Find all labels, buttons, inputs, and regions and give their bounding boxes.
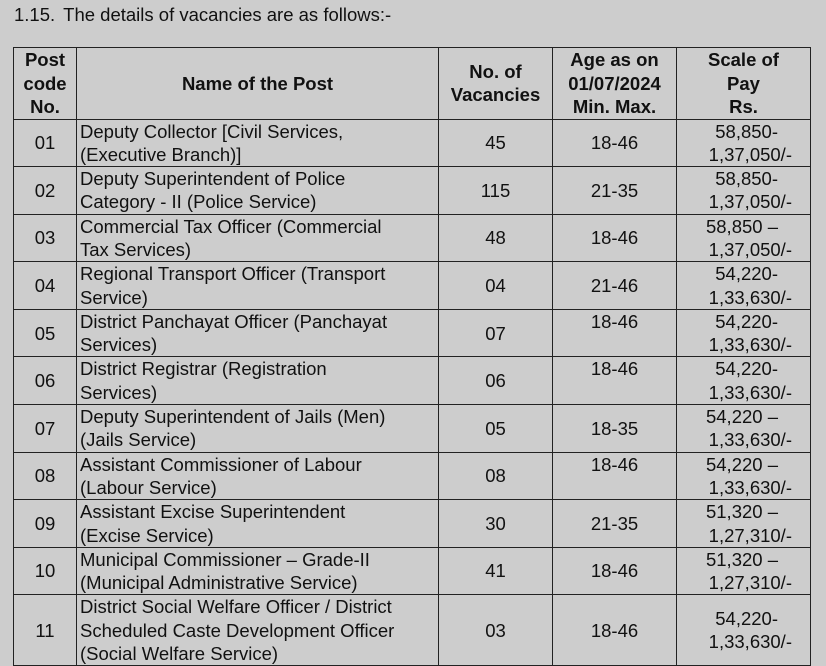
header-vacancies [439, 48, 553, 120]
pay-scale-line: 1,33,630/- [708, 334, 792, 356]
pay-scale-line: 54,220- [715, 358, 778, 380]
post-name-line: Municipal Commissioner – Grade-II [80, 548, 370, 570]
post-code-cell: 09 [14, 500, 77, 548]
pay-scale-line: 1,33,630/- [708, 429, 792, 451]
table-row [14, 595, 811, 666]
pay-scale-cell [677, 547, 811, 595]
table-row [14, 452, 811, 500]
post-name-line: District Panchayat Officer (Panchayat [80, 310, 388, 332]
pay-scale-cell [677, 500, 811, 548]
post-name-line: Category - II (Police Service) [80, 191, 317, 213]
section-title: The details of vacancies are as follows:- [63, 4, 392, 25]
post-name-line: Deputy Superintendent of Jails (Men) [80, 406, 386, 428]
post-name-cell [77, 262, 439, 310]
post-name-cell [77, 500, 439, 548]
pay-scale-cell [677, 595, 811, 666]
pay-scale-cell [677, 262, 811, 310]
pay-scale-line: 51,320 – [705, 501, 778, 523]
pay-scale-line: 1,37,050/- [708, 238, 792, 260]
post-code-cell: 06 [14, 357, 77, 405]
post-name-line: Service) [80, 286, 148, 308]
age-cell: 18-46 [553, 452, 677, 500]
age-cell: 18-46 [553, 547, 677, 595]
post-name-cell [77, 595, 439, 666]
post-code-cell: 10 [14, 547, 77, 595]
age-cell: 18-35 [553, 405, 677, 453]
post-name-line: Scheduled Caste Development Officer [80, 619, 395, 641]
header-line: Vacancies [450, 84, 541, 106]
header-line: 01/07/2024 [568, 72, 661, 94]
table-row [14, 357, 811, 405]
header-line: Pay [727, 72, 760, 94]
table-row [14, 500, 811, 548]
post-name-cell [77, 214, 439, 262]
post-name-line: Deputy Superintendent of Police [80, 168, 346, 190]
post-code-cell: 01 [14, 119, 77, 167]
post-code-cell: 04 [14, 262, 77, 310]
age-cell: 18-46 [553, 119, 677, 167]
vacancies-table [13, 47, 811, 666]
post-code-cell: 03 [14, 214, 77, 262]
pay-scale-line: 58,850- [715, 120, 778, 142]
table-row [14, 167, 811, 215]
age-cell: 18-46 [553, 595, 677, 666]
post-name-cell [77, 547, 439, 595]
post-name-line: Services) [80, 381, 158, 403]
vacancies-cell: 115 [439, 167, 553, 215]
post-code-cell: 05 [14, 309, 77, 357]
pay-scale-line: 54,220 – [705, 406, 778, 428]
post-name-line: (Labour Service) [80, 476, 217, 498]
pay-scale-line: 1,37,050/- [708, 191, 792, 213]
post-code-cell: 07 [14, 405, 77, 453]
pay-scale-line: 1,33,630/- [708, 286, 792, 308]
post-name-line: District Registrar (Registration [80, 358, 327, 380]
post-name-cell [77, 167, 439, 215]
pay-scale-line: 1,37,050/- [708, 143, 792, 165]
vacancies-cell: 04 [439, 262, 553, 310]
pay-scale-line: 1,27,310/- [708, 524, 792, 546]
age-cell: 18-46 [553, 309, 677, 357]
header-line: No. of [469, 60, 522, 82]
header-line: Scale of [708, 49, 779, 70]
vacancies-cell: 07 [439, 309, 553, 357]
post-name-line: (Municipal Administrative Service) [80, 572, 358, 594]
header-line: code [23, 72, 67, 94]
post-code-cell: 02 [14, 167, 77, 215]
vacancies-cell: 48 [439, 214, 553, 262]
pay-scale-line: 1,33,630/- [708, 631, 792, 653]
pay-scale-line: 54,220- [715, 310, 778, 332]
section-heading [14, 4, 391, 26]
age-cell: 18-46 [553, 357, 677, 405]
post-name-line: (Jails Service) [80, 429, 197, 451]
pay-scale-line: 1,33,630/- [708, 476, 792, 498]
table-body [14, 119, 811, 666]
post-name-line: (Social Welfare Service) [80, 643, 279, 665]
post-code-cell: 08 [14, 452, 77, 500]
post-name-line: Commercial Tax Officer (Commercial [80, 215, 382, 237]
pay-scale-line: 54,220- [715, 608, 778, 630]
post-name-line: Deputy Collector [Civil Services, [80, 120, 344, 142]
post-name-line: District Social Welfare Officer / District [80, 596, 392, 618]
age-cell: 18-46 [553, 214, 677, 262]
age-cell: 21-35 [553, 500, 677, 548]
pay-scale-line: 58,850 – [705, 215, 778, 237]
post-name-cell [77, 119, 439, 167]
table-header-row [14, 48, 811, 120]
header-line: Min. Max. [572, 96, 657, 117]
pay-scale-cell [677, 309, 811, 357]
header-line: No. [30, 96, 60, 117]
post-name-cell [77, 309, 439, 357]
table-row [14, 119, 811, 167]
vacancies-cell: 30 [439, 500, 553, 548]
post-name-line: Assistant Commissioner of Labour [80, 453, 362, 475]
vacancies-cell: 08 [439, 452, 553, 500]
pay-scale-cell [677, 119, 811, 167]
post-name-line: (Excise Service) [80, 524, 214, 546]
post-name-line: Regional Transport Officer (Transport [80, 263, 386, 285]
header-line: Age as on [570, 49, 659, 70]
post-name-line: (Executive Branch)] [80, 143, 242, 165]
pay-scale-cell [677, 452, 811, 500]
post-name-cell [77, 452, 439, 500]
pay-scale-line: 58,850- [715, 168, 778, 190]
header-pay-scale [677, 48, 811, 120]
post-name-cell [77, 357, 439, 405]
header-post-code [14, 48, 77, 120]
post-name-line: Assistant Excise Superintendent [80, 501, 346, 523]
pay-scale-line: 54,220- [715, 263, 778, 285]
vacancies-cell: 41 [439, 547, 553, 595]
post-name-line: Tax Services) [80, 238, 192, 260]
post-name-line: Services) [80, 334, 158, 356]
vacancies-cell: 03 [439, 595, 553, 666]
table-row [14, 262, 811, 310]
header-line: Post [24, 49, 66, 70]
vacancies-cell: 45 [439, 119, 553, 167]
pay-scale-cell [677, 214, 811, 262]
header-age [553, 48, 677, 120]
table-row [14, 309, 811, 357]
post-code-cell: 11 [14, 595, 77, 666]
header-line: Rs. [729, 96, 758, 117]
age-cell: 21-46 [553, 262, 677, 310]
vacancies-cell: 06 [439, 357, 553, 405]
pay-scale-line: 1,33,630/- [708, 381, 792, 403]
pay-scale-line: 54,220 – [705, 453, 778, 475]
pay-scale-cell [677, 357, 811, 405]
pay-scale-cell [677, 405, 811, 453]
vacancies-cell: 05 [439, 405, 553, 453]
header-post-name: Name of the Post [77, 48, 439, 120]
age-cell: 21-35 [553, 167, 677, 215]
table-row [14, 547, 811, 595]
pay-scale-line: 51,320 – [705, 548, 778, 570]
post-name-cell [77, 405, 439, 453]
table-row [14, 405, 811, 453]
section-number: 1.15. [14, 4, 56, 25]
pay-scale-cell [677, 167, 811, 215]
pay-scale-line: 1,27,310/- [708, 572, 792, 594]
table-row [14, 214, 811, 262]
